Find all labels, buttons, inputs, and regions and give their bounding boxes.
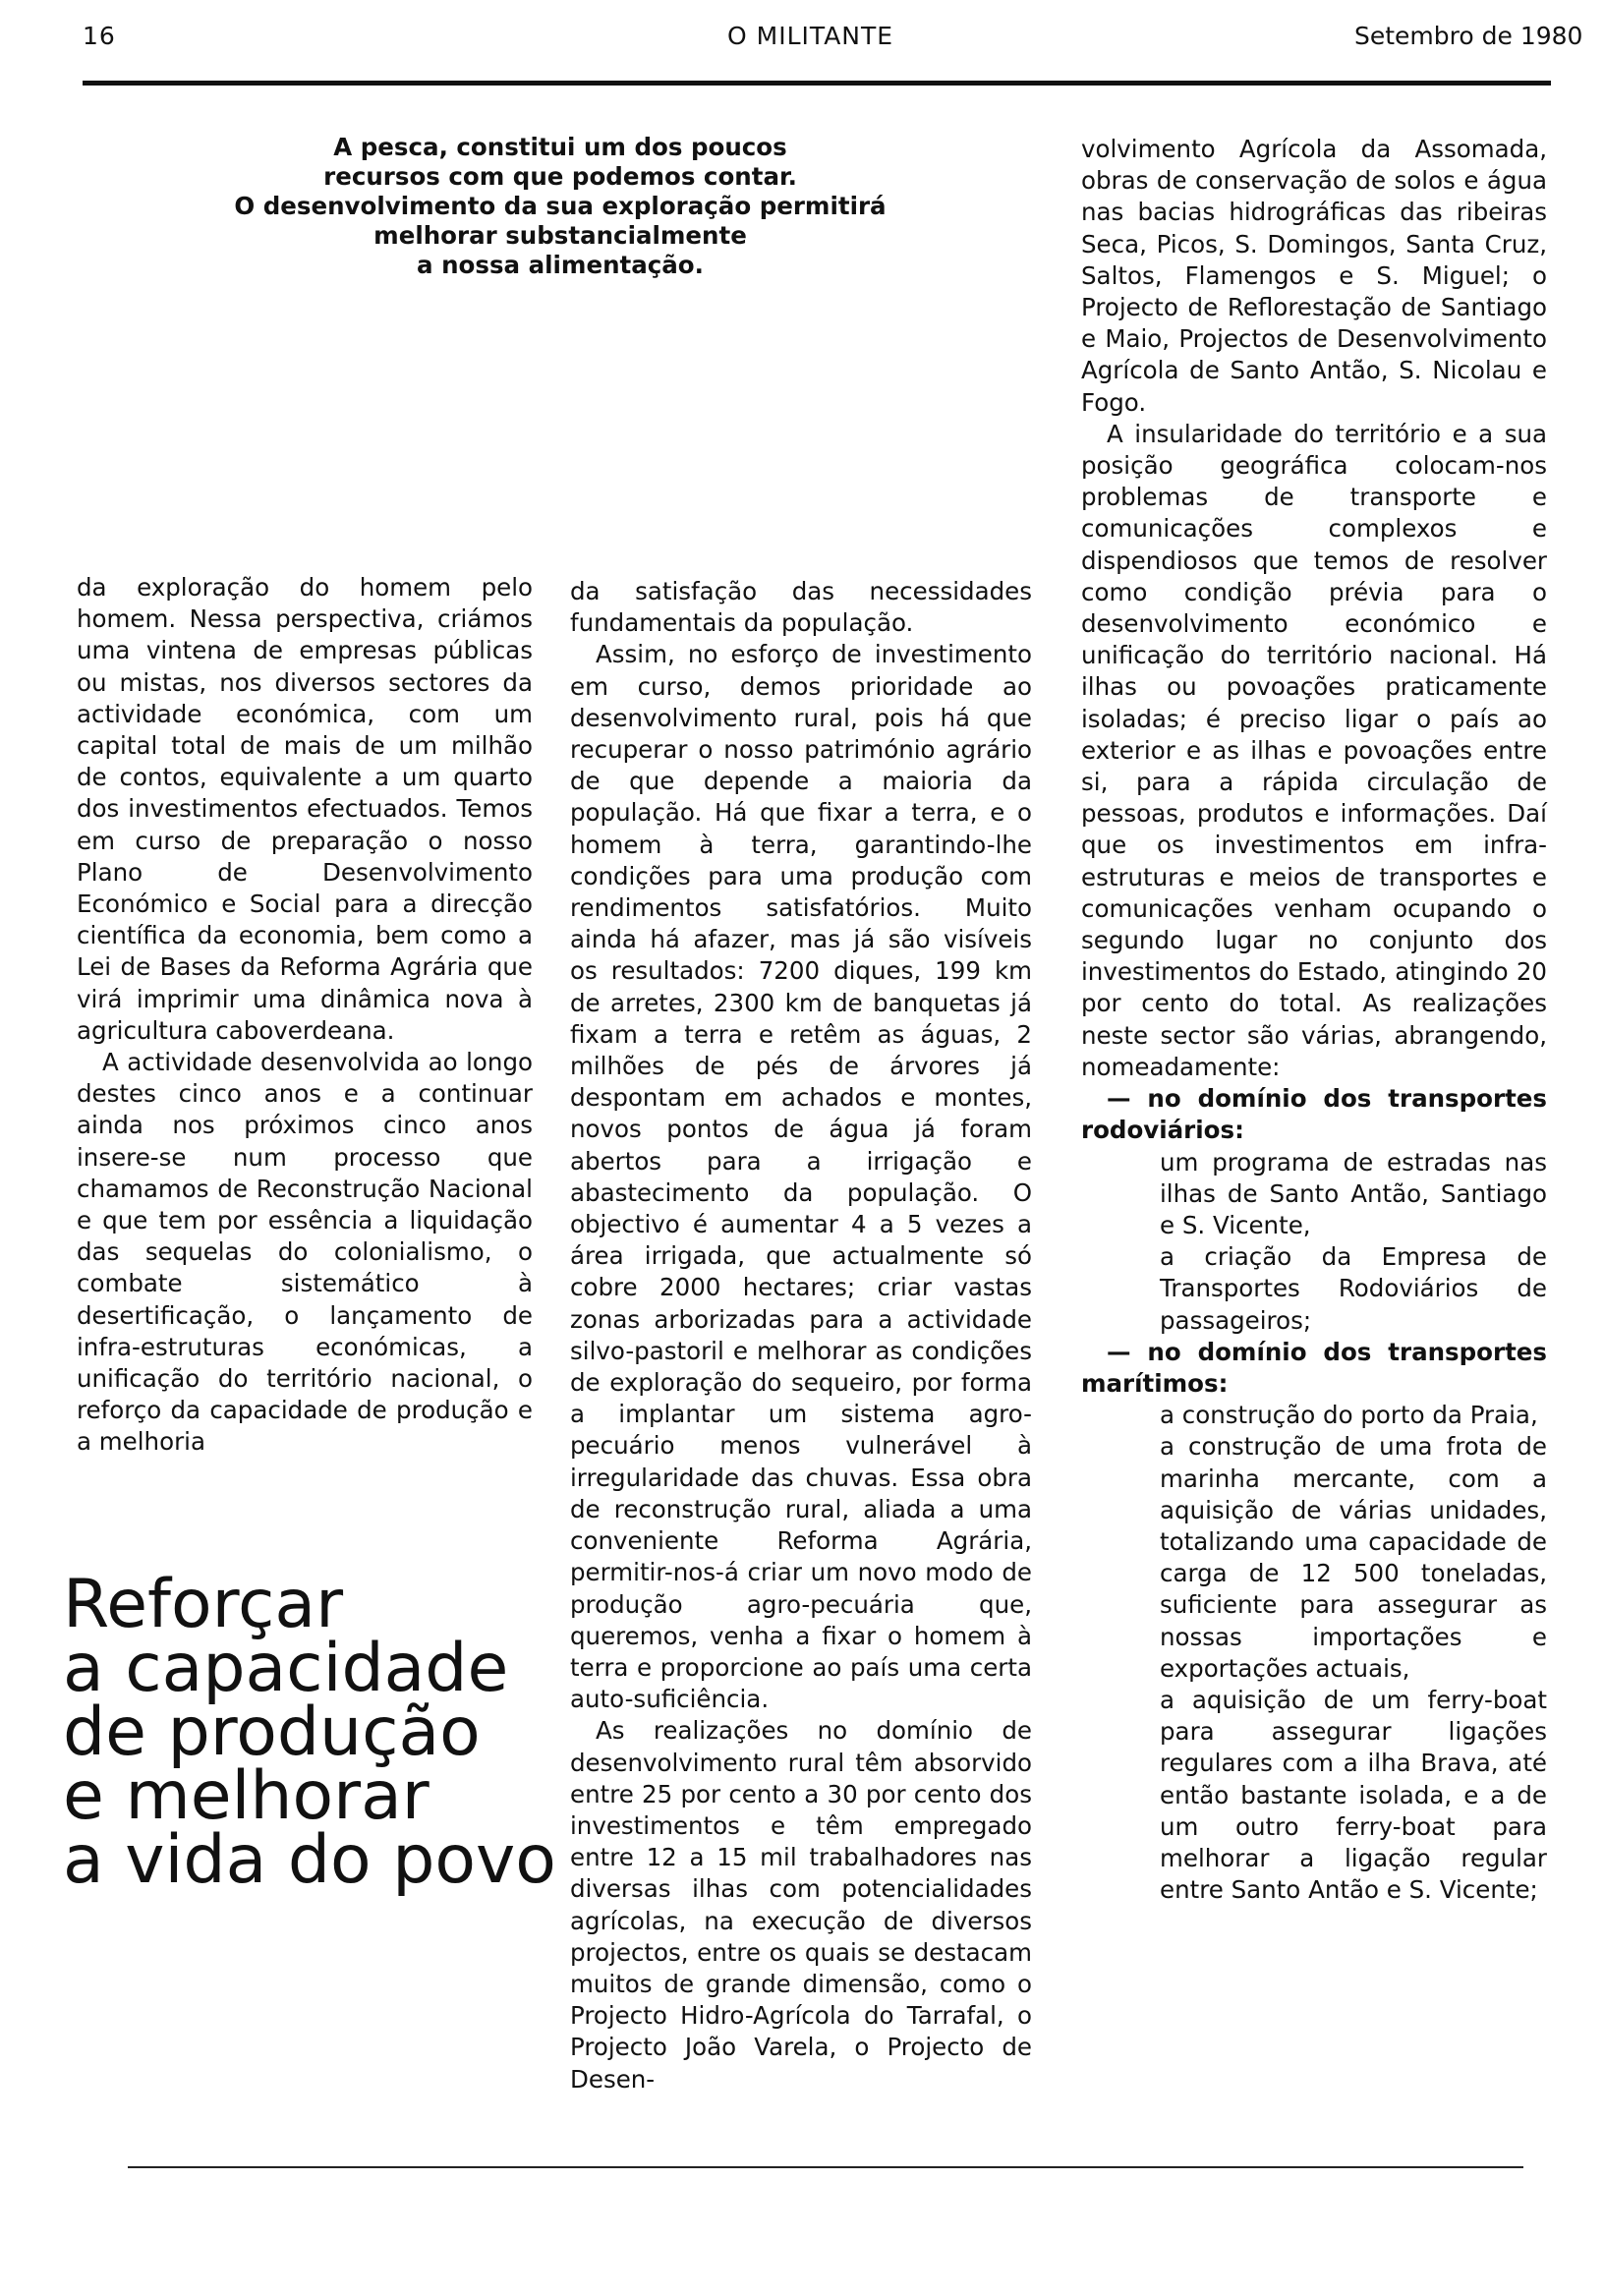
pull-quote-line: a nossa alimentação. xyxy=(417,251,704,279)
paragraph: A insularidade do território e a sua posição geográfica colocam-nos problemas de transporte e comunicações complexos e dispendiosos que temos de resolver como condição prévia para o desenvolvimento económico e unificação do território nacional. Há ilhas ou povoações praticamente isoladas; é preciso ligar o país ao exterior e as ilhas e povoações entre si, para a rápida circulação de pessoas, produtos e informações. Daí que os investimentos em infra-estruturas e meios de transportes e comunicações venham ocupando o segundo lugar no conjunto dos investimentos do Estado, atingindo 20 por cento do total. As realizações neste sector são várias, abrangendo, nomeadamente: xyxy=(1081,419,1547,1081)
paragraph: da satisfação das necessidades fundamentais da população. xyxy=(570,577,1032,638)
paragraph: da exploração do homem pelo homem. Nessa perspectiva, criámos uma vintena de empresas públicas ou mistas, nos diversos sectores da actividade económica, com um capital total de mais de um milhão de contos, equivalente a um quarto dos investimentos efectuados. Temos em curso de preparação o nosso Plano de Desenvolvimento Económico e Social para a direcção científica da economia, bem como a Lei de Bases da Reforma Agrária que virá imprimir uma dinâmica nova à agricultura caboverdeana. xyxy=(77,573,533,1045)
pull-quote-line: melhorar substancialmente xyxy=(373,221,747,250)
headline-line: a capacidade xyxy=(63,1630,509,1707)
paragraph: As realizações no domínio de desenvolvimento rural têm absorvido entre 25 por cento a 30 por cento dos investimentos e têm empregado entre 12 a 15 mil trabalhadores nas diversas ilhas com potencialidades agrícolas, na execução de diversos projectos, entre os quais se destacam muitos de grande dimensão, como o Projecto Hidro-Agrícola do Tarrafal, o Projecto João Varela, o Projecto de Desen- xyxy=(570,1716,1032,2094)
article-column-2 xyxy=(570,576,1032,2095)
pull-quote-line: recursos com que podemos contar. xyxy=(323,162,797,191)
headline-line: Reforçar xyxy=(63,1566,344,1643)
pull-quote xyxy=(226,133,894,280)
issue-date: Setembro de 1980 xyxy=(1354,22,1583,50)
header-rule xyxy=(83,81,1551,86)
list-item: um programa de estradas nas ilhas de Santo Antão, Santiago e S. Vicente, xyxy=(1160,1147,1547,1239)
list-heading: — no domínio dos transportes rodoviários: xyxy=(1081,1084,1547,1145)
list-item: a construção do porto da Praia, xyxy=(1160,1401,1538,1430)
pull-quote-line: O desenvolvimento da sua exploração permitirá xyxy=(234,192,887,220)
headline-line: de produção xyxy=(63,1693,481,1771)
publication-title: O MILITANTE xyxy=(727,22,894,50)
pull-quote-line: A pesca, constitui um dos poucos xyxy=(333,133,787,161)
paragraph: Assim, no esforço de investimento em curso, demos prioridade ao desenvolvimento rural, pois há que recuperar o nosso património agrário de que depende a maioria da população. Há que fixar a terra, e o homem à terra, garantindo-lhe condições para uma produção com rendimentos satisfatórios. Muito ainda há afazer, mas já são visíveis os resultados: 7200 diques, 199 km de arretes, 2300 km de banquetas já fixam a terra e retêm as águas, 2 milhões de pés de árvores já despontam em achados e montes, novos pontos de água já foram abertos para a irrigação e abastecimento da população. O objectivo é aumentar 4 a 5 vezes a área irrigada, que actualmente só cobre 2000 hectares; criar vastas zonas arborizadas para a actividade silvo-pastoril e melhorar as condições de exploração do sequeiro, por forma a implantar um sistema agro-pecuário menos vulnerável à irregularidade das chuvas. Essa obra de reconstrução rural, aliada a uma conveniente Reforma Agrária, permitir-nos-á criar um novo modo de produção agro-pecuária que, queremos, venha a fixar o homem à terra e proporcione ao país uma certa auto-suficiência. xyxy=(570,640,1032,1714)
headline-line: e melhorar xyxy=(63,1757,430,1835)
paragraph: A actividade desenvolvida ao longo destes cinco anos e a continuar ainda nos próximos cinco anos insere-se num processo que chamamos de Reconstrução Nacional e que tem por essência a liquidação das sequelas do colonialismo, o combate sistemático à desertificação, o lançamento de infra-estruturas económicas, a unificação do território nacional, o reforço da capacidade de produção e a melhoria xyxy=(77,1048,533,1457)
list-item: a construção de uma frota de marinha mercante, com a aquisição de várias unidades, totalizando uma capacidade de carga de 12 500 toneladas, suficiente para assegurar as nossas importações e exportações actuais, xyxy=(1160,1432,1547,1683)
list-heading: — no domínio dos transportes marítimos: xyxy=(1081,1337,1547,1398)
list-item: a aquisição de um ferry-boat para assegurar ligações regulares com a ilha Brava, até então bastante isolada, e a de um outro ferry-boat para melhorar a ligação regular entre Santo Antão e S. Vicente; xyxy=(1160,1685,1547,1905)
page-number: 16 xyxy=(83,22,116,50)
article-column-3 xyxy=(1081,134,1547,1906)
paragraph: volvimento Agrícola da Assomada, obras de conservação de solos e água nas bacias hidrográficas das ribeiras Seca, Picos, S. Domingos, Santa Cruz, Saltos, Flamengos e S. Miguel; o Projecto de Reflorestação de Santiago e Maio, Projectos de Desenvolvimento Agrícola de Santo Antão, S. Nicolau e Fogo. xyxy=(1081,135,1547,417)
list-item: a criação da Empresa de Transportes Rodoviários de passageiros; xyxy=(1160,1242,1547,1335)
headline-line: a vida do povo xyxy=(63,1821,556,1899)
article-column-1 xyxy=(77,572,533,1459)
section-headline xyxy=(63,1566,556,1899)
footer-rule xyxy=(128,2166,1523,2168)
